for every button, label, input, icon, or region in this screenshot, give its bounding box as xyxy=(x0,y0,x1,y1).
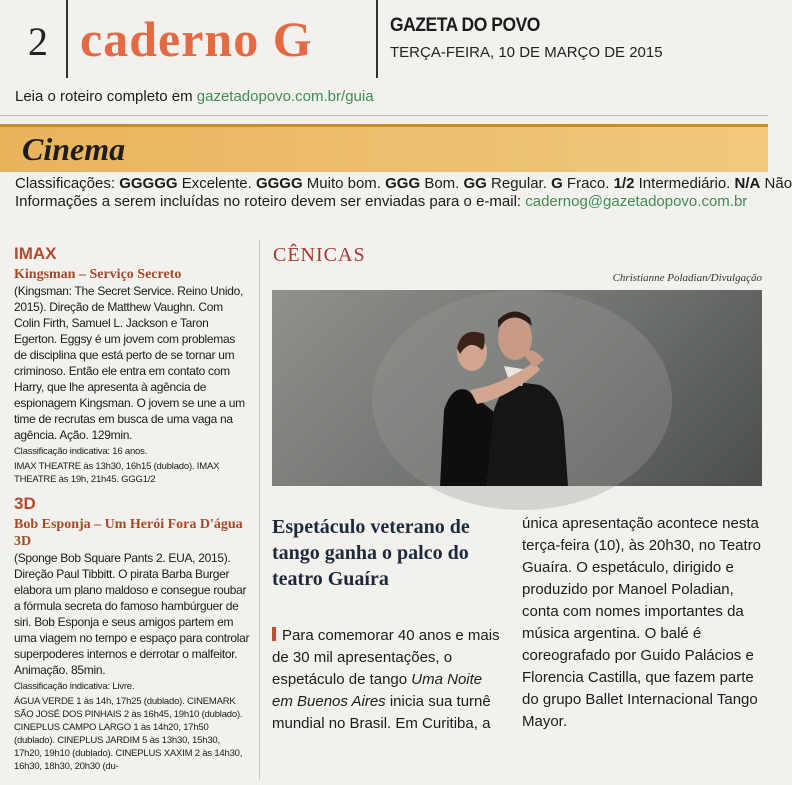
film-title: Kingsman – Serviço Secreto xyxy=(14,267,182,282)
rating-1: G xyxy=(551,175,563,192)
page-header xyxy=(0,0,768,80)
guide-link[interactable]: gazetadopovo.com.br/guia xyxy=(196,88,374,105)
info-text: Informações a serem incluídas no roteiro devem ser enviadas para o e-mail: xyxy=(15,193,526,210)
rating-4: GGGG xyxy=(255,175,303,192)
film-listings xyxy=(14,244,250,773)
article-text: inicia sua turnê mundial no Brasil. Em Curitiba, a xyxy=(272,693,491,732)
film-showtimes: ÁGUA VERDE 1 às 14h, 17h25 (dublado). CINEMARK SÃO JOSÉ DOS PINHAIS 2 às 16h45, 19h10 (dublado). CINEPLUS CAMPO LARGO 1 às 14h20, 17h50 (dublado). CINEPLUS JARDIM 5 às 13h30, 15h30, 17h20, 19h10 (dublado). CINEPLUS XAXIM 2 às 14h30, 16h30, 18h30, 20h30 (du- xyxy=(14,696,243,772)
cinema-section-band xyxy=(0,124,768,172)
divider xyxy=(0,115,768,116)
section-brand: caderno G xyxy=(80,11,313,67)
ratings-label: Classificações: xyxy=(15,175,120,192)
photo-credit: Christianne Poladian/Divulgação xyxy=(612,272,762,284)
header-divider xyxy=(66,0,68,78)
rating-5: GGGGG xyxy=(119,175,178,192)
page-number: 2 xyxy=(28,19,48,64)
film-showtimes: IMAX THEATRE às 13h30, 16h15 (dublado). IMAX THEATRE às 19h, 21h45. GGG1/2 xyxy=(14,461,220,485)
guide-prefix: Leia o roteiro completo em xyxy=(15,88,197,105)
rating-1-text: Fraco. xyxy=(562,175,614,192)
film-section-label: 3D xyxy=(14,494,36,513)
article-text: Para comemorar 40 anos e mais de 30 mil apresentações, o espetáculo de tango xyxy=(272,627,500,688)
rating-5-text: Excelente. xyxy=(177,175,256,192)
header-divider-2 xyxy=(376,0,378,78)
rating-2-text: Regular. xyxy=(486,175,552,192)
rating-2: GG xyxy=(463,175,487,192)
publication-date: TERÇA-FEIRA, 10 DE MARÇO DE 2015 xyxy=(390,44,663,61)
film-classification: Classificação indicativa: Livre. xyxy=(14,681,135,692)
article-column-2: única apresentação acontece nesta terça-feira (10), às 20h30, no Teatro Guaíra. O espetáculo, dirigido e produzido por Manoel Poladian, conta com nomes importantes da música argentina. O balé é coreografado por Guido Palácios e Florencia Castilla, que fazem parte do grupo Ballet Internacional Tango Mayor. xyxy=(522,515,762,730)
cinema-title: Cinema xyxy=(22,131,126,167)
paragraph-marker xyxy=(272,627,276,641)
info-line xyxy=(15,193,792,211)
film-entry xyxy=(14,244,250,486)
rating-3: GGG xyxy=(385,175,421,192)
column-divider xyxy=(259,240,260,780)
photo-illustration xyxy=(272,290,762,486)
newspaper-name: GAZETA DO POVO xyxy=(390,15,540,36)
article-column-1 xyxy=(272,625,504,735)
rating-na-text: Não xyxy=(760,175,792,192)
film-section-label: IMAX xyxy=(14,244,57,263)
rating-na: N/A xyxy=(734,175,761,192)
guide-line xyxy=(15,88,374,105)
article-headline: Espetáculo veterano de tango ganha o palco do teatro Guaíra xyxy=(272,516,470,590)
article-section-label: CÊNICAS xyxy=(273,244,366,266)
film-synopsis: (Kingsman: The Secret Service. Reino Unido, 2015). Direção de Matthew Vaughn. Com Colin Firth, Samuel L. Jackson e Taron Egerton. Eggsy é um jovem com problemas de disciplina que está perto de se tornar um criminoso. Então ele entra em contato com Harry, que lhe apresenta à agência de espionagem Kingsman. O jovem se une a um time de recrutas em busca de uma vaga na agência. Ação. 129min. xyxy=(14,284,245,442)
email-link[interactable]: cadernog@gazetadopovo.com.br xyxy=(525,193,748,210)
rating-3-text: Bom. xyxy=(420,175,464,192)
rating-4-text: Muito bom. xyxy=(302,175,386,192)
film-entry xyxy=(14,494,250,773)
ratings-legend xyxy=(15,175,792,211)
film-classification: Classificação indicativa: 16 anos. xyxy=(14,446,148,457)
show-title: Uma Noite em Buenos Aires xyxy=(272,671,483,710)
film-title: Bob Esponja – Um Herói Fora D'água 3D xyxy=(14,517,243,549)
rating-half-text: Intermediário. xyxy=(634,175,735,192)
tango-dancers-photo xyxy=(272,290,762,486)
rating-half: 1/2 xyxy=(613,175,635,192)
ratings-line xyxy=(15,175,792,193)
film-synopsis: (Sponge Bob Square Pants 2. EUA, 2015). Direção Paul Tibbitt. O pirata Barba Burger elabora um plano maldoso e consegue roubar a fórmula secreta do famoso hambúrguer de siri. Bob Esponja e seus amigos partem em uma viagem no tempo e espaço para controlar superpoderes internos e derrotar o malfeitor. Animação. 85min. xyxy=(14,551,250,677)
